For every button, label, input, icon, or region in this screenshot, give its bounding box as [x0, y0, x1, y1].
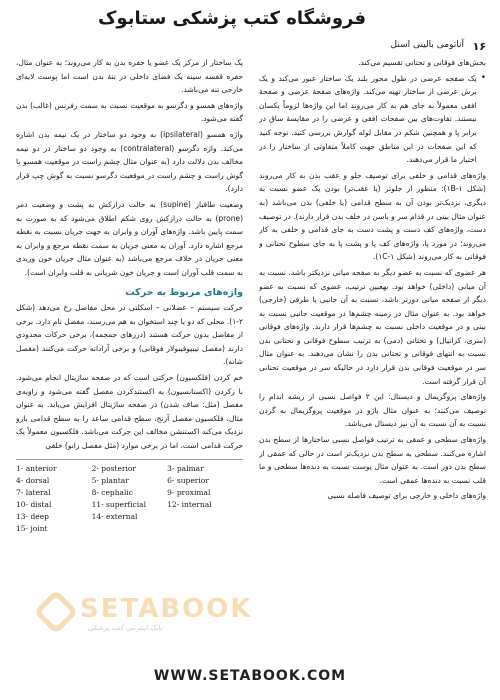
footnote: 5- plantar: [91, 475, 129, 485]
footnote: 6- superior: [167, 475, 209, 485]
watermark-logo-icon: [33, 589, 78, 634]
footnote-row: [16, 523, 243, 535]
page-header: [14, 8, 486, 54]
paragraph: واژه‌های قدامی و خلفی برای توصیف جلو و عقب بدن به کار می‌روند (شکل ۱B-۱): منظور از جلوتر (یا عقب‌تر) بودن یک عضو نسبت به دیگری، نزدیک‌تر بودن آن به سطح قدامی (یا خلفی) بدن می‌باشد (به عنوان مثال بینی در قدام سر و باسن در خلف بدن قرار دارند). در توصیف دست، واژه‌های کف دست و پشت دست به جای قدامی و خلفی به کار می‌روند؛ در مورد پا، واژه‌های کف پا و پشت پا به جای سطوح تحتانی و فوقانی به کار می‌روند (شکل ۱C-۱).: [259, 170, 486, 262]
footnote: 8- cephalic: [91, 487, 134, 497]
footnote-row: [16, 487, 243, 499]
footnote: [92, 523, 168, 535]
footnote: 14- external: [91, 511, 138, 521]
watermark-text: SETABOOK: [80, 594, 253, 624]
footnote-row: [16, 511, 243, 523]
paragraph: واژه‌های داخلی و خارجی برای توصیف فاصله نسبی: [327, 491, 486, 501]
footnote-row: [16, 463, 243, 475]
footnote: [167, 511, 243, 523]
paragraph: حرکت سیستم – عضلانی – اسکلتی در محل مفاصل رخ می‌دهد (شکل ۲-۱). محلی که دو یا چند استخوان به هم می‌رسند، مفصل نام دارد. برخی از مفاصل بدون حرکت هستند (درزهای جمجمه)، برخی حرکات محدودی دارند (مفصل تیبیوفیبولار فوقانی) و برخی آزادانه حرکت می‌کنند (مفصل شانه).: [16, 303, 243, 367]
watermark-subtext: بانک اینترنتی کتب پزشکی: [88, 624, 163, 632]
footnote: 4- dorsal: [16, 475, 50, 485]
paragraph: خم کردن (فلکسیون) حرکتی است که در صفحه ساژیتال انجام می‌شود. با زکردن (اکستانسیون) به اکستندکردن مفصل گفته می‌شود و زاویه‌ی مفصل (مثل: صاف شدن) در صفحه ساژیتال افزایش می‌یابد. به عنوان مثال، فلکسیون مفصل آرنج، سطح قدامی ساعد را به سطح قدامی بازو نزدیک می‌کند اکستنشن مخالف این حرکت می‌باشد. فلکسیون معمولاً یک حرکت قدامی است، اما در برخی موارد (مثل مفصل زانو) خلفی: [16, 373, 243, 451]
bullet-item: [259, 72, 486, 169]
footnote-row: [16, 499, 243, 511]
footnote: 12- internal: [167, 499, 212, 509]
section-heading: واژه‌های مربوط به حرکت: [125, 286, 243, 298]
paragraph: وضعیت طاقباز (supine) به حالت درازکش به پشت و وضعیت دمر (prone) به حالت درازکش روی شکم اطلاق می‌شود که به صورت به سمت پایین باشد. واژه‌های آوران و وابران به جهت جریان نسبت به نقطه مرجع اشاره دارد. آوران به معنی جریان به سمت نقطه مرجع و وابران به معنی جریان در خلاف مرجع می‌باشد (به عنوان مثال جریان خون وریدی به سمت قلب آوران است و جریان خون شریانی به قلب وابران است).: [16, 199, 243, 277]
paragraph: واژه‌های پروگزیمال و دیستال: این ۲ فواصل نسبی از ریشه اندام را توصیف می‌کنند؛ به عنوان مثال بازو در موقعیت پروگزیمال به گردن نسبت به آن نسبت به آن نیز دیستال می‌باشد.: [259, 392, 486, 429]
watermark: [28, 590, 253, 640]
footnote: 1- anterior: [16, 463, 57, 473]
bullet-icon: •: [480, 72, 486, 83]
right-column: [259, 56, 486, 616]
footnote: 3- palmar: [167, 463, 204, 473]
footnote: [167, 523, 243, 535]
footnote: 13- deep: [16, 511, 49, 521]
paragraph: هر عضوی که نسبت به عضو دیگر به صفحه میانی نزدیکتر باشد، نسبت به آن میانی (داخلی) خواهد بود. بهعبین ترتیب، عضوی که نسبت به عضو دیگر از صفحه میانی دورتر باشد، نسبت به آن جانبی یا طرفی (خارجی) خواهد بود. به عنوان مثال در زمینه چشم‌ها در موقعیت جانبی نسبت به بینی و در موقعیت داخلی نسبت به چشم‌ها قرار دارند. واژه‌های فوقانی (سری، کرانیال) و تحتانی (دمی) به ترتیب سطوح فوقانی و تحتانی بدن نسبت به انتهای فوقانی و تحتانی بدن را نشان می‌دهند. به عنوان مثال سر در موقعیت فوقانی بدن قرار دارد در حالیکه سر در موقعیت تحتانی آن قرار گرفته است.: [259, 267, 486, 386]
paragraph: واژه‌های همسو و دگرسو به موقعیت نسبت به سمت رفرنس (غالب) بدن گفته می‌شود.: [16, 100, 243, 124]
footnotes: [16, 459, 243, 535]
paragraph: بخش‌های فوقانی و تحتانی تقسیم می‌کند.: [358, 58, 486, 67]
footnote: 11- superficial: [91, 499, 147, 509]
chapter-title: آناتومی بالینی اسنل: [390, 40, 464, 50]
footnote-row: [16, 475, 243, 487]
page-number: ۱۶: [472, 40, 486, 53]
left-column: [16, 56, 243, 616]
footnote: 9- proximal: [167, 487, 211, 497]
footnote: 7- lateral: [16, 487, 51, 497]
footnote: 10- distal: [16, 499, 52, 509]
banner-title: فروشگاه کتب پزشکی ستابوک: [97, 8, 366, 29]
footnote: 2- posterior: [91, 463, 136, 473]
paragraph: واژه‌های سطحی و عمقی به ترتیب فواصل نسبی ساختارها از سطح بدن اشاره می‌کنند. سطحی به سطح بدن نزدیک‌تر است در حالی که عمقی از سطح بدن دور است. به عنوان مثال پوست نسبت به دنده‌ها سطحی و ما قلب نسبت به دنده‌ها عمقی است.: [259, 435, 486, 485]
footnote: 15- joint: [16, 523, 48, 533]
paragraph: یک ساختار از مرکز یک عضو یا حفره بدن به کار می‌روند؛ به عنوان مثال، حفره قفسه سینه یک فضای داخلی در تنهٔ بدن است اما پوست لایه‌ای خارجی تنه می‌باشد.: [16, 58, 243, 95]
paragraph: واژه همسو (ipsilateral) به وجود دو ساختار در یک نیمه بدن اشاره می‌کند. واژه دگرسو (contralateral) به وجود دو ساختار در دو نیمه مخالف بدن دلالت دارد (به عنوان مثال چشم راست در موقعیت همسو با گوش راست و چشم راست در موقعیت دگرسو نسبت به گوش چپ قرار دارد).: [16, 129, 243, 194]
footer-url: WWW.SETABOOK.COM: [153, 668, 347, 684]
paragraph: یک صفحه عرضی در طول محور بلند یک ساختار عبور می‌کند و یک برش عرضی از ساختار تهیه می‌کند. واژه‌های صفحهٔ عرضی و صفحهٔ افقی معمولاً به جای هم به کار می‌روند اما این واژه‌ها لزوماً یکسان نیستند. تفاوت‌های بین صفحات افقی و عرضی را در مقایسهٔ ساق در برابر پا و همچنین شکم در مقابل لوله گوارش بررسی کنید. توجه کنید که این صفحات در این مناطق جهت کاملاً متفاوتی از ساختار را در اختیار ما قرار می‌دهند.: [259, 73, 477, 165]
text-columns: [14, 56, 486, 616]
